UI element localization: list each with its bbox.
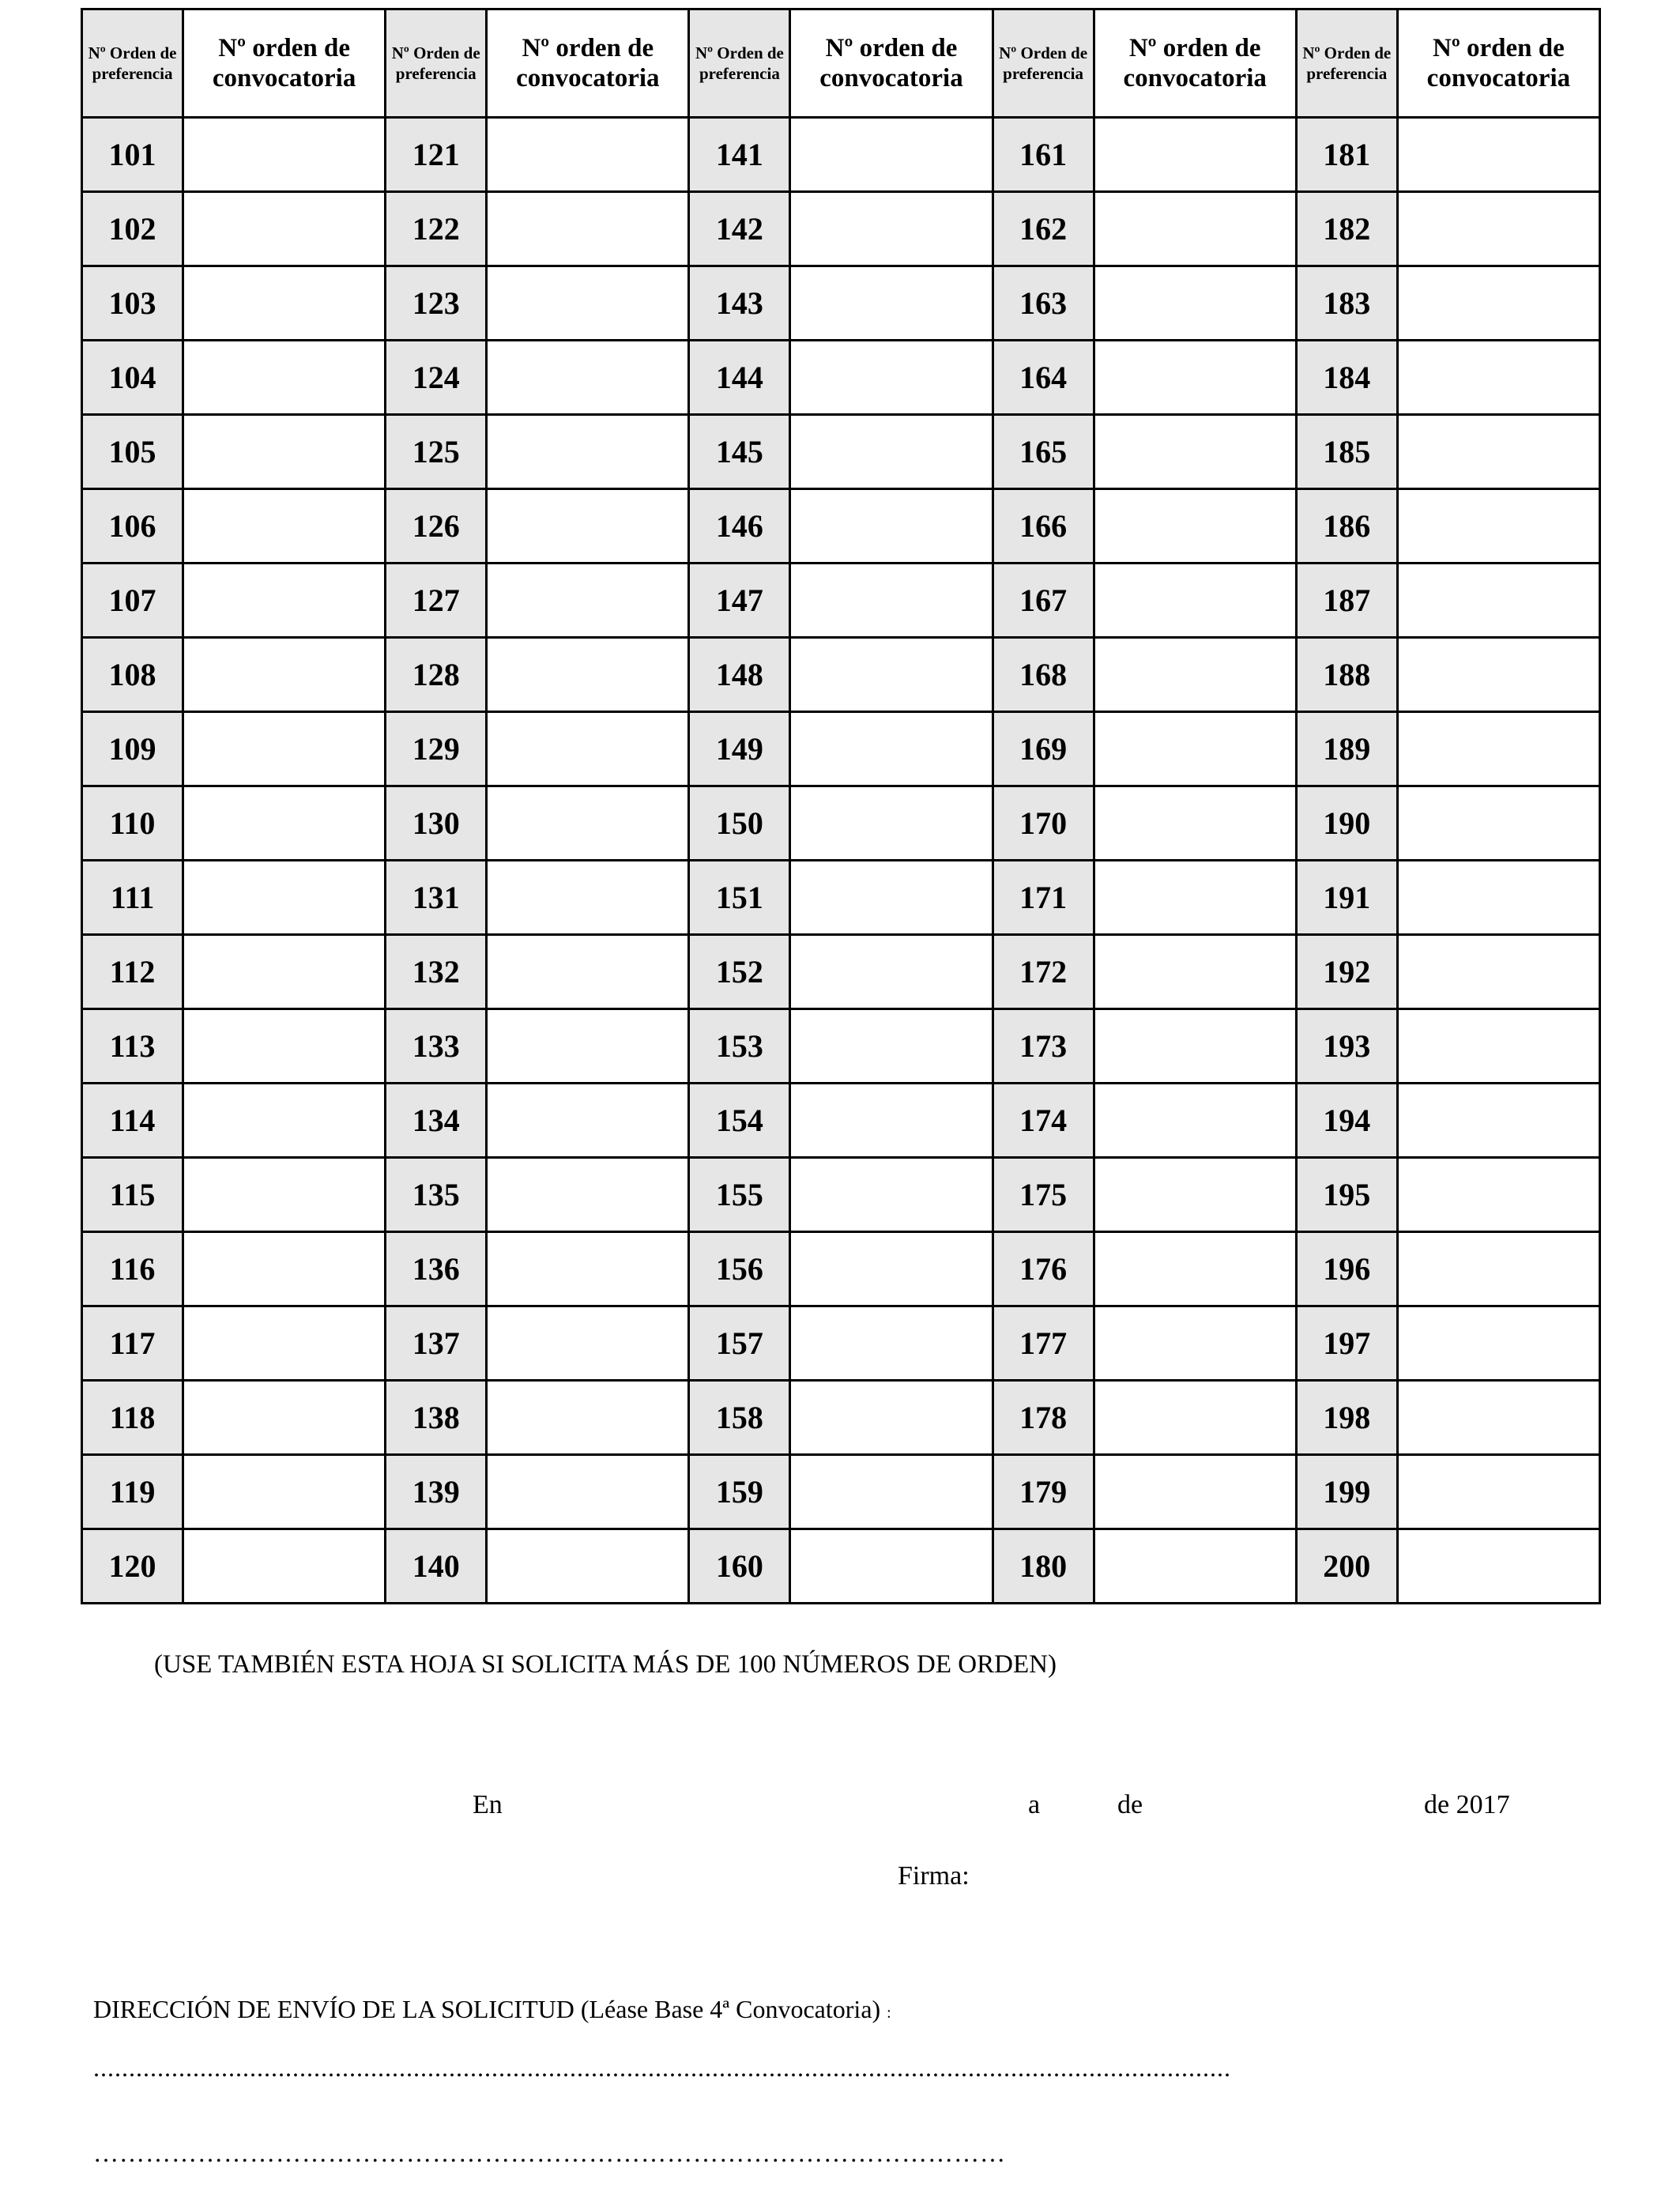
preference-number: 122 (386, 192, 487, 266)
convocatoria-entry-cell[interactable] (1397, 1009, 1599, 1084)
preference-number: 174 (993, 1084, 1094, 1158)
convocatoria-entry-cell[interactable] (1397, 1381, 1599, 1455)
preference-number: 156 (689, 1232, 790, 1306)
preference-number: 175 (993, 1158, 1094, 1232)
convocatoria-entry-cell[interactable] (790, 192, 993, 266)
convocatoria-entry-cell[interactable] (1397, 118, 1599, 192)
convocatoria-entry-cell[interactable] (790, 489, 993, 564)
header-orden-preferencia: Nº Orden de preferencia (1296, 9, 1397, 118)
preference-number: 200 (1296, 1529, 1397, 1604)
preference-number: 158 (689, 1381, 790, 1455)
preference-number: 126 (386, 489, 487, 564)
convocatoria-entry-cell[interactable] (1397, 638, 1599, 712)
preference-number: 199 (1296, 1455, 1397, 1529)
preference-number: 104 (82, 341, 183, 415)
preference-number: 121 (386, 118, 487, 192)
header-orden-convocatoria: Nº orden de convocatoria (790, 9, 993, 118)
date-a-label: a (1028, 1790, 1041, 1819)
preference-number: 132 (386, 935, 487, 1009)
convocatoria-entry-cell[interactable] (790, 1381, 993, 1455)
preference-number: 171 (993, 861, 1094, 935)
header-orden-convocatoria: Nº orden de convocatoria (1397, 9, 1599, 118)
preference-number: 152 (689, 935, 790, 1009)
preference-number: 190 (1296, 786, 1397, 861)
convocatoria-entry-cell[interactable] (183, 935, 386, 1009)
preference-number: 117 (82, 1306, 183, 1381)
preference-number: 183 (1296, 266, 1397, 341)
preference-number: 124 (386, 341, 487, 415)
preference-number: 107 (82, 564, 183, 638)
date-year-label: de 2017 (1424, 1790, 1510, 1819)
header-orden-convocatoria: Nº orden de convocatoria (183, 9, 386, 118)
convocatoria-entry-cell[interactable] (487, 118, 689, 192)
table-row (82, 1306, 1600, 1381)
convocatoria-entry-cell[interactable] (1397, 1232, 1599, 1306)
convocatoria-entry-cell[interactable] (1094, 1232, 1296, 1306)
convocatoria-entry-cell[interactable] (1397, 1455, 1599, 1529)
convocatoria-entry-cell[interactable] (1397, 861, 1599, 935)
preference-number: 106 (82, 489, 183, 564)
preference-number: 178 (993, 1381, 1094, 1455)
convocatoria-entry-cell[interactable] (1094, 638, 1296, 712)
table-row (82, 1009, 1600, 1084)
convocatoria-entry-cell[interactable] (487, 1455, 689, 1529)
convocatoria-entry-cell[interactable] (487, 1084, 689, 1158)
preference-number: 134 (386, 1084, 487, 1158)
preference-number: 165 (993, 415, 1094, 489)
preference-number: 164 (993, 341, 1094, 415)
convocatoria-entry-cell[interactable] (487, 1009, 689, 1084)
preference-number: 109 (82, 712, 183, 786)
preference-number: 173 (993, 1009, 1094, 1084)
convocatoria-entry-cell[interactable] (790, 786, 993, 861)
preference-number: 125 (386, 415, 487, 489)
preference-number: 108 (82, 638, 183, 712)
table-row (82, 415, 1600, 489)
convocatoria-entry-cell[interactable] (183, 1009, 386, 1084)
preference-number: 140 (386, 1529, 487, 1604)
convocatoria-entry-cell[interactable] (183, 192, 386, 266)
preference-table (81, 8, 1601, 1604)
convocatoria-entry-cell[interactable] (790, 1084, 993, 1158)
convocatoria-entry-cell[interactable] (790, 1455, 993, 1529)
convocatoria-entry-cell[interactable] (790, 266, 993, 341)
convocatoria-entry-cell[interactable] (1397, 786, 1599, 861)
address-line-1: ................................................................................................................................................................ (93, 2053, 1231, 2082)
preference-number: 120 (82, 1529, 183, 1604)
preference-number: 112 (82, 935, 183, 1009)
convocatoria-entry-cell[interactable] (487, 192, 689, 266)
convocatoria-entry-cell[interactable] (487, 786, 689, 861)
preference-number: 102 (82, 192, 183, 266)
convocatoria-entry-cell[interactable] (790, 712, 993, 786)
table-row (82, 1381, 1600, 1455)
preference-number: 172 (993, 935, 1094, 1009)
preference-number: 133 (386, 1009, 487, 1084)
date-de-label: de (1117, 1790, 1143, 1819)
convocatoria-entry-cell[interactable] (1397, 341, 1599, 415)
convocatoria-entry-cell[interactable] (487, 1306, 689, 1381)
convocatoria-entry-cell[interactable] (183, 638, 386, 712)
convocatoria-entry-cell[interactable] (1397, 712, 1599, 786)
preference-number: 182 (1296, 192, 1397, 266)
table-row (82, 786, 1600, 861)
preference-number: 162 (993, 192, 1094, 266)
preference-number: 113 (82, 1009, 183, 1084)
preference-number: 166 (993, 489, 1094, 564)
convocatoria-entry-cell[interactable] (1094, 266, 1296, 341)
convocatoria-entry-cell[interactable] (487, 564, 689, 638)
preference-number: 191 (1296, 861, 1397, 935)
preference-number: 119 (82, 1455, 183, 1529)
convocatoria-entry-cell[interactable] (1397, 1529, 1599, 1604)
preference-number: 161 (993, 118, 1094, 192)
preference-number: 143 (689, 266, 790, 341)
convocatoria-entry-cell[interactable] (487, 712, 689, 786)
table-row (82, 192, 1600, 266)
address-heading (93, 1995, 891, 2024)
convocatoria-entry-cell[interactable] (183, 1084, 386, 1158)
preference-number: 114 (82, 1084, 183, 1158)
table-row (82, 638, 1600, 712)
convocatoria-entry-cell[interactable] (183, 1529, 386, 1604)
table-row (82, 118, 1600, 192)
convocatoria-entry-cell[interactable] (1397, 489, 1599, 564)
preference-number: 151 (689, 861, 790, 935)
convocatoria-entry-cell[interactable] (1397, 1084, 1599, 1158)
table-row (82, 1529, 1600, 1604)
table-row (82, 564, 1600, 638)
preference-number: 116 (82, 1232, 183, 1306)
convocatoria-entry-cell[interactable] (1094, 712, 1296, 786)
table-row (82, 1158, 1600, 1232)
convocatoria-entry-cell[interactable] (790, 415, 993, 489)
usage-note: (USE TAMBIÉN ESTA HOJA SI SOLICITA MÁS DE 100 NÚMEROS DE ORDEN) (154, 1650, 1057, 1679)
table-body (82, 118, 1600, 1604)
preference-number: 144 (689, 341, 790, 415)
convocatoria-entry-cell[interactable] (790, 564, 993, 638)
convocatoria-entry-cell[interactable] (487, 1529, 689, 1604)
preference-number: 123 (386, 266, 487, 341)
preference-number: 196 (1296, 1232, 1397, 1306)
convocatoria-entry-cell[interactable] (1094, 861, 1296, 935)
convocatoria-entry-cell[interactable] (1094, 1529, 1296, 1604)
preference-number: 130 (386, 786, 487, 861)
preference-number: 139 (386, 1455, 487, 1529)
preference-number: 145 (689, 415, 790, 489)
convocatoria-entry-cell[interactable] (1094, 118, 1296, 192)
preference-number: 159 (689, 1455, 790, 1529)
preference-number: 148 (689, 638, 790, 712)
preference-number: 185 (1296, 415, 1397, 489)
table-row (82, 935, 1600, 1009)
address-label: DIRECCIÓN DE ENVÍO DE LA SOLICITUD (Léase Base 4ª Convocatoria) (93, 1995, 881, 2023)
convocatoria-entry-cell[interactable] (183, 712, 386, 786)
preference-number: 163 (993, 266, 1094, 341)
preference-number: 127 (386, 564, 487, 638)
convocatoria-entry-cell[interactable] (183, 1381, 386, 1455)
preference-number: 103 (82, 266, 183, 341)
convocatoria-entry-cell[interactable] (790, 341, 993, 415)
table-row (82, 489, 1600, 564)
convocatoria-entry-cell[interactable] (1397, 415, 1599, 489)
convocatoria-entry-cell[interactable] (790, 935, 993, 1009)
header-orden-preferencia: Nº Orden de preferencia (82, 9, 183, 118)
convocatoria-entry-cell[interactable] (183, 415, 386, 489)
preference-number: 192 (1296, 935, 1397, 1009)
convocatoria-entry-cell[interactable] (1094, 1455, 1296, 1529)
convocatoria-entry-cell[interactable] (1094, 1009, 1296, 1084)
preference-number: 176 (993, 1232, 1094, 1306)
preference-number: 189 (1296, 712, 1397, 786)
preference-number: 184 (1296, 341, 1397, 415)
header-orden-preferencia: Nº Orden de preferencia (993, 9, 1094, 118)
convocatoria-entry-cell[interactable] (1397, 935, 1599, 1009)
preference-number: 187 (1296, 564, 1397, 638)
preference-number: 170 (993, 786, 1094, 861)
convocatoria-entry-cell[interactable] (790, 638, 993, 712)
firma-label: Firma: (898, 1861, 970, 1891)
preference-number: 118 (82, 1381, 183, 1455)
preference-number: 179 (993, 1455, 1094, 1529)
preference-number: 138 (386, 1381, 487, 1455)
table-header-row (82, 9, 1600, 118)
preference-number: 194 (1296, 1084, 1397, 1158)
convocatoria-entry-cell[interactable] (487, 638, 689, 712)
convocatoria-entry-cell[interactable] (183, 1306, 386, 1381)
preference-number: 177 (993, 1306, 1094, 1381)
convocatoria-entry-cell[interactable] (183, 861, 386, 935)
preference-number: 180 (993, 1529, 1094, 1604)
convocatoria-entry-cell[interactable] (487, 935, 689, 1009)
table-row (82, 712, 1600, 786)
convocatoria-entry-cell[interactable] (183, 1232, 386, 1306)
convocatoria-entry-cell[interactable] (487, 861, 689, 935)
preference-number: 111 (82, 861, 183, 935)
preference-number: 168 (993, 638, 1094, 712)
convocatoria-entry-cell[interactable] (1094, 1306, 1296, 1381)
preference-number: 169 (993, 712, 1094, 786)
preference-number: 129 (386, 712, 487, 786)
convocatoria-entry-cell[interactable] (1397, 266, 1599, 341)
preference-number: 115 (82, 1158, 183, 1232)
preference-number: 198 (1296, 1381, 1397, 1455)
preference-number: 167 (993, 564, 1094, 638)
convocatoria-entry-cell[interactable] (1094, 1381, 1296, 1455)
preference-number: 188 (1296, 638, 1397, 712)
convocatoria-entry-cell[interactable] (487, 415, 689, 489)
preference-number: 110 (82, 786, 183, 861)
convocatoria-entry-cell[interactable] (1397, 1158, 1599, 1232)
table-row (82, 266, 1600, 341)
convocatoria-entry-cell[interactable] (790, 1232, 993, 1306)
convocatoria-entry-cell[interactable] (1094, 786, 1296, 861)
table-row (82, 1455, 1600, 1529)
convocatoria-entry-cell[interactable] (790, 118, 993, 192)
preference-number: 154 (689, 1084, 790, 1158)
date-en-label: En (473, 1790, 503, 1819)
preference-number: 155 (689, 1158, 790, 1232)
address-colon: : (887, 2004, 891, 2022)
convocatoria-entry-cell[interactable] (183, 786, 386, 861)
table-row (82, 861, 1600, 935)
header-orden-convocatoria: Nº orden de convocatoria (1094, 9, 1296, 118)
convocatoria-entry-cell[interactable] (790, 1009, 993, 1084)
convocatoria-entry-cell[interactable] (790, 1158, 993, 1232)
preference-number: 160 (689, 1529, 790, 1604)
preference-number: 147 (689, 564, 790, 638)
header-orden-preferencia: Nº Orden de preferencia (689, 9, 790, 118)
table-row (82, 1084, 1600, 1158)
convocatoria-entry-cell[interactable] (487, 1158, 689, 1232)
preference-number: 131 (386, 861, 487, 935)
convocatoria-entry-cell[interactable] (487, 341, 689, 415)
preference-number: 128 (386, 638, 487, 712)
preference-number: 195 (1296, 1158, 1397, 1232)
preference-number: 146 (689, 489, 790, 564)
convocatoria-entry-cell[interactable] (183, 564, 386, 638)
preference-number: 141 (689, 118, 790, 192)
convocatoria-entry-cell[interactable] (183, 118, 386, 192)
convocatoria-entry-cell[interactable] (790, 1306, 993, 1381)
convocatoria-entry-cell[interactable] (487, 489, 689, 564)
preference-number: 153 (689, 1009, 790, 1084)
table-row (82, 341, 1600, 415)
convocatoria-entry-cell[interactable] (487, 266, 689, 341)
convocatoria-entry-cell[interactable] (1094, 1084, 1296, 1158)
convocatoria-entry-cell[interactable] (1094, 489, 1296, 564)
convocatoria-entry-cell[interactable] (1397, 564, 1599, 638)
convocatoria-entry-cell[interactable] (487, 1232, 689, 1306)
preference-number: 101 (82, 118, 183, 192)
header-orden-preferencia: Nº Orden de preferencia (386, 9, 487, 118)
convocatoria-entry-cell[interactable] (1094, 564, 1296, 638)
convocatoria-entry-cell[interactable] (183, 1158, 386, 1232)
convocatoria-entry-cell[interactable] (1094, 1158, 1296, 1232)
convocatoria-entry-cell[interactable] (183, 266, 386, 341)
address-line-2: …………………………………………………………………………………………… (93, 2139, 1006, 2167)
convocatoria-entry-cell[interactable] (790, 1529, 993, 1604)
convocatoria-entry-cell[interactable] (183, 341, 386, 415)
preference-number: 136 (386, 1232, 487, 1306)
convocatoria-entry-cell[interactable] (1397, 1306, 1599, 1381)
preference-number: 197 (1296, 1306, 1397, 1381)
header-orden-convocatoria: Nº orden de convocatoria (487, 9, 689, 118)
convocatoria-entry-cell[interactable] (1397, 192, 1599, 266)
preference-number: 142 (689, 192, 790, 266)
preference-number: 149 (689, 712, 790, 786)
convocatoria-entry-cell[interactable] (1094, 192, 1296, 266)
convocatoria-entry-cell[interactable] (487, 1381, 689, 1455)
preference-number: 137 (386, 1306, 487, 1381)
convocatoria-entry-cell[interactable] (183, 489, 386, 564)
preference-number: 157 (689, 1306, 790, 1381)
convocatoria-entry-cell[interactable] (1094, 415, 1296, 489)
convocatoria-entry-cell[interactable] (1094, 935, 1296, 1009)
convocatoria-entry-cell[interactable] (183, 1455, 386, 1529)
convocatoria-entry-cell[interactable] (1094, 341, 1296, 415)
table-row (82, 1232, 1600, 1306)
preference-number: 186 (1296, 489, 1397, 564)
preference-number: 135 (386, 1158, 487, 1232)
preference-number: 105 (82, 415, 183, 489)
convocatoria-entry-cell[interactable] (790, 861, 993, 935)
preference-number: 193 (1296, 1009, 1397, 1084)
preference-number: 150 (689, 786, 790, 861)
preference-number: 181 (1296, 118, 1397, 192)
